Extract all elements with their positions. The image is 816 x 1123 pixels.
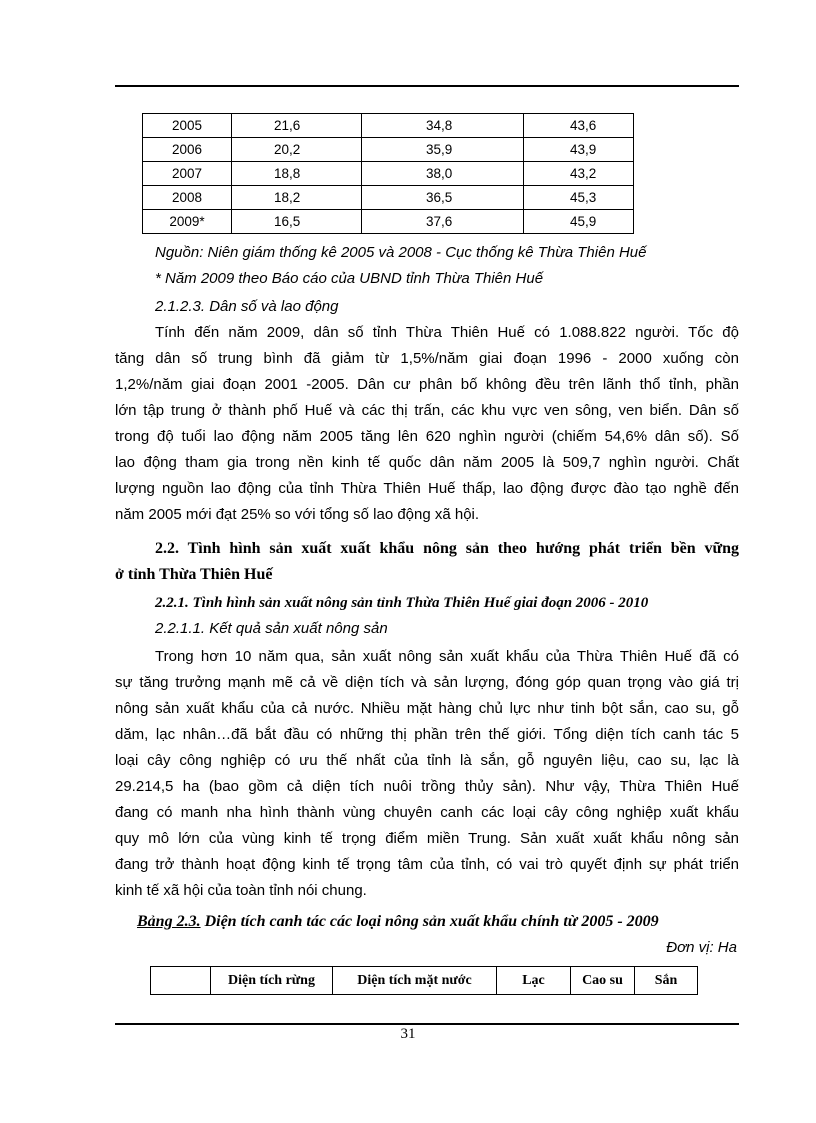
header-rule bbox=[115, 85, 739, 87]
paragraph-line: tăng dân số trung bình đã giảm từ 1,5%/năm giai đoạn 1996 - 2000 xuống còn bbox=[115, 350, 739, 367]
table-cell: 2007 bbox=[143, 162, 232, 186]
table-header: Cao su bbox=[571, 967, 635, 995]
paragraph-line: lớn tập trung ở thành phố Huế và các thị trấn, các khu vực ven sông, ven biển. Dân số bbox=[115, 402, 739, 419]
paragraph-line: 1,2%/năm giai đoạn 2001 -2005. Dân cư phân bố không đều trên lãnh thổ tỉnh, phần bbox=[115, 376, 739, 393]
paragraph-line: sự tăng trưởng mạnh mẽ cả về diện tích và sản lượng, đóng góp quan trọng vào giá trị bbox=[115, 674, 739, 691]
table-header: Diện tích mặt nước bbox=[333, 967, 497, 995]
table-cell: 45,9 bbox=[524, 210, 634, 234]
section-heading: ở tỉnh Thừa Thiên Huế bbox=[115, 566, 273, 583]
table-cell: 38,0 bbox=[362, 162, 524, 186]
table-cell: 2005 bbox=[143, 114, 232, 138]
table-source-note: Nguồn: Niên giám thống kê 2005 và 2008 - Cục thống kê Thừa Thiên Huế bbox=[155, 244, 647, 261]
table-row bbox=[143, 210, 634, 234]
paragraph-line: Tính đến năm 2009, dân số tỉnh Thừa Thiên Huế có 1.088.822 người. Tốc độ bbox=[155, 324, 739, 341]
paragraph-line: Trong hơn 10 năm qua, sản xuất nông sản xuất khẩu của Thừa Thiên Huế đã có bbox=[155, 648, 739, 665]
table-cell: 43,6 bbox=[524, 114, 634, 138]
table-row bbox=[143, 138, 634, 162]
table-header-row bbox=[151, 967, 698, 995]
table-cell: 18,8 bbox=[232, 162, 362, 186]
unit-label: Đơn vị: Ha bbox=[666, 939, 737, 956]
paragraph-line: lao động tham gia trong nền kinh tế quốc dân năm 2005 là 509,7 nghìn người. Chất bbox=[115, 454, 739, 471]
table-row bbox=[143, 114, 634, 138]
paragraph-line: dăm, lạc nhân…đã bắt đầu có những thị phần trên thế giới. Tổng diện tích canh tác 5 bbox=[115, 726, 739, 743]
section-heading: 2.2.1.1. Kết quả sản xuất nông sản bbox=[155, 620, 388, 637]
table-row bbox=[143, 162, 634, 186]
table-cell: 43,9 bbox=[524, 138, 634, 162]
table-cell: 45,3 bbox=[524, 186, 634, 210]
paragraph-line: quy mô lớn của vùng kinh tế trọng điểm miền Trung. Sản xuất xuất khẩu nông sản bbox=[115, 830, 739, 847]
paragraph-line: năm 2005 mới đạt 25% so với tổng số lao động xã hội. bbox=[115, 506, 480, 523]
paragraph-line: loại cây công nghiệp có ưu thế nhất của tỉnh là sắn, gỗ nguyên liệu, cao su, lạc là bbox=[115, 752, 739, 769]
table-cell: 2008 bbox=[143, 186, 232, 210]
paragraph-line: nông sản xuất khẩu của cả nước. Nhiều mặt hàng chủ lực như tinh bột sắn, cao su, gỗ bbox=[115, 700, 739, 717]
table-cell: 20,2 bbox=[232, 138, 362, 162]
table-row bbox=[143, 186, 634, 210]
footer-rule bbox=[115, 1023, 739, 1025]
section-heading: 2.2.1. Tình hình sản xuất nông sản tỉnh Thừa Thiên Huế giai đoạn 2006 - 2010 bbox=[155, 595, 649, 611]
table-cell: 16,5 bbox=[232, 210, 362, 234]
table-title: Diện tích canh tác các loại nông sản xuất khẩu chính từ 2005 - 2009 bbox=[200, 913, 659, 930]
table-cell: 2006 bbox=[143, 138, 232, 162]
paragraph-line: 29.214,5 ha (bao gồm cả diện tích nuôi trồng thủy sản). Như vậy, Thừa Thiên Huế bbox=[115, 778, 739, 795]
paragraph-line: đang có manh nha hình thành vùng chuyên canh các loại cây công nghiệp xuất khẩu bbox=[115, 804, 739, 821]
page-number: 31 bbox=[400, 1026, 416, 1042]
table-cell: 37,6 bbox=[362, 210, 524, 234]
table-cell: 18,2 bbox=[232, 186, 362, 210]
table-cell: 34,8 bbox=[362, 114, 524, 138]
table-cell: 43,2 bbox=[524, 162, 634, 186]
table-cell: 2009* bbox=[143, 210, 232, 234]
table-caption bbox=[137, 913, 659, 931]
paragraph-line: đang trở thành hoạt động kinh tế trọng tâm của tỉnh, có vai trò quyết định sự phát triển bbox=[115, 856, 739, 873]
section-heading: 2.2. Tình hình sản xuất xuất khẩu nông sản theo hướng phát triển bền vững bbox=[155, 540, 739, 557]
table-footnote: * Năm 2009 theo Báo cáo của UBND tỉnh Thừa Thiên Huế bbox=[155, 270, 544, 287]
table-header: Diện tích rừng bbox=[211, 967, 333, 995]
table-header: Lạc bbox=[497, 967, 571, 995]
population-structure-table bbox=[142, 113, 634, 234]
paragraph-line: kinh tế xã hội của toàn tỉnh nói chung. bbox=[115, 882, 367, 899]
table-cell: 35,9 bbox=[362, 138, 524, 162]
table-cell: 21,6 bbox=[232, 114, 362, 138]
table-cell: 36,5 bbox=[362, 186, 524, 210]
paragraph-line: trong độ tuổi lao động năm 2005 tăng lên 620 nghìn người (chiếm 54,6% dân số). Số bbox=[115, 428, 739, 445]
table-label: Bảng 2.3. bbox=[137, 913, 201, 930]
paragraph-line: lượng nguồn lao động của tỉnh Thừa Thiên Huế thấp, lao động được đào tạo nghề đến bbox=[115, 480, 739, 497]
section-heading: 2.1.2.3. Dân số và lao động bbox=[155, 298, 339, 315]
cultivation-area-table bbox=[150, 966, 698, 995]
table-header: Sắn bbox=[635, 967, 698, 995]
table-header bbox=[151, 967, 211, 995]
